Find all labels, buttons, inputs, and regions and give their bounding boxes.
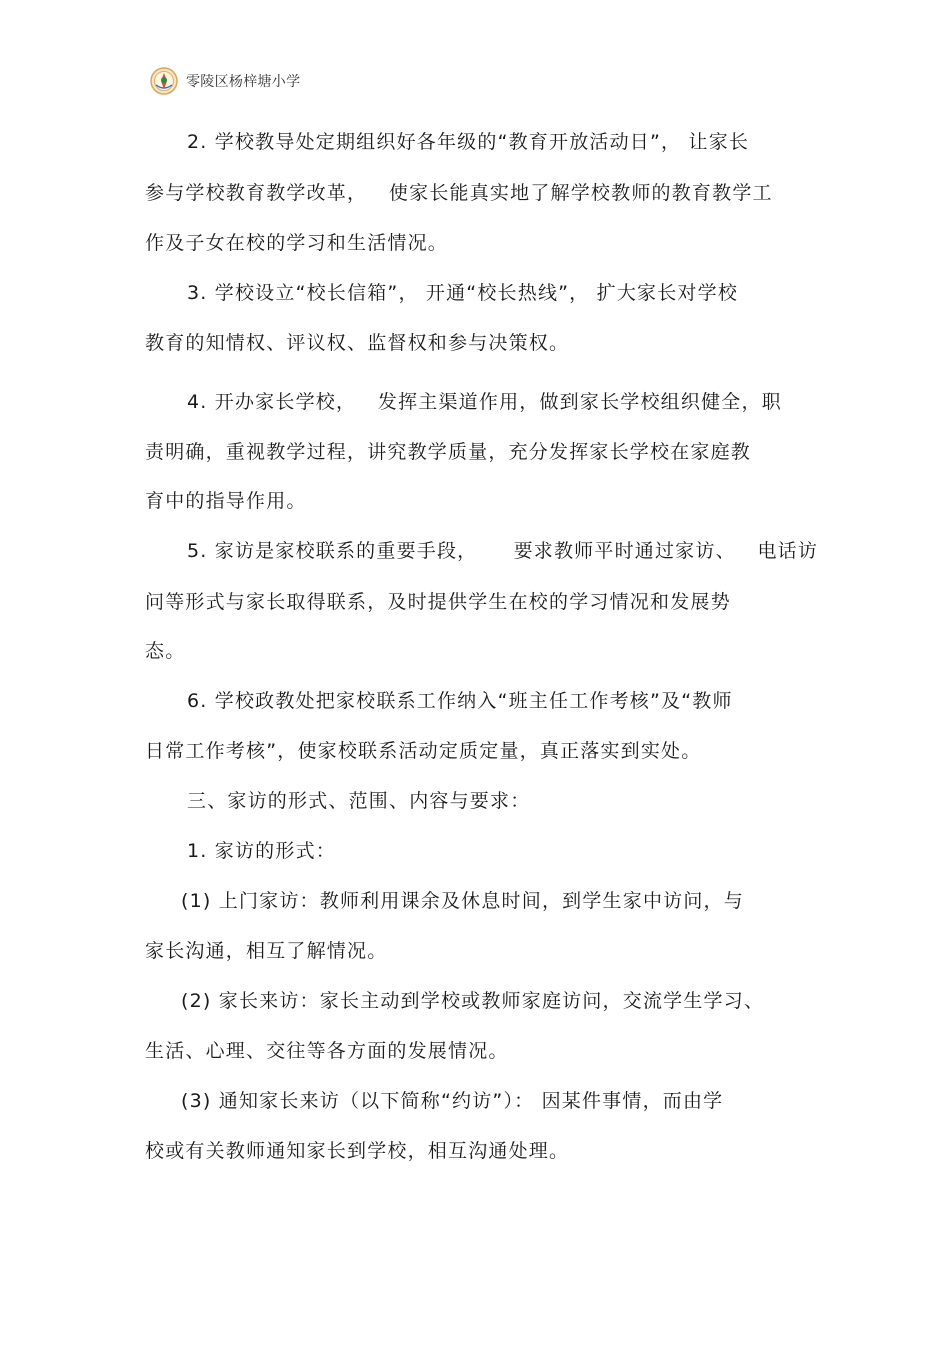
section-heading: 三、家访的形式、范围、内容与要求： (187, 790, 531, 812)
page-header (150, 66, 300, 96)
paragraph-line: 5. 家访是家校联系的重要手段， 要求教师平时通过家访、 电话访 (187, 540, 819, 562)
paragraph-line: 育中的指导作用。 (145, 490, 307, 512)
paragraph-line: 2. 学校教导处定期组织好各年级的“教育开放活动日”， 让家长 (187, 131, 750, 153)
paragraph-line: 家长沟通，相互了解情况。 (145, 940, 388, 962)
paragraph-line: 参与学校教育教学改革， 使家长能真实地了解学校教师的教育教学工 (145, 182, 773, 204)
paragraph-line: 生活、心理、交往等各方面的发展情况。 (145, 1040, 509, 1062)
paragraph-line: 教育的知情权、评议权、监督权和参与决策权。 (145, 332, 570, 354)
paragraph-line: 3. 学校设立“校长信箱”， 开通“校长热线”， 扩大家长对学校 (187, 282, 739, 304)
paragraph-line: 6. 学校政教处把家校联系工作纳入“班主任工作考核”及“教师 (187, 690, 733, 712)
paragraph-line: (2) 家长来访：家长主动到学校或教师家庭访问，交流学生学习、 (181, 990, 765, 1012)
paragraph-line: 问等形式与家长取得联系，及时提供学生在校的学习情况和发展势 (145, 591, 731, 613)
paragraph-line: 4. 开办家长学校， 发挥主渠道作用，做到家长学校组织健全，职 (187, 391, 782, 413)
paragraph-line: 校或有关教师通知家长到学校，相互沟通处理。 (145, 1140, 570, 1162)
school-name: 零陵区杨梓塘小学 (186, 74, 301, 90)
paragraph-line: 日常工作考核”，使家校联系活动定质定量，真正落实到实处。 (145, 740, 702, 762)
paragraph-line: (3) 通知家长来访（以下简称“约访”）： 因某件事情，而由学 (181, 1090, 724, 1112)
paragraph-line: 作及子女在校的学习和生活情况。 (145, 232, 449, 254)
paragraph-line: (1) 上门家访：教师利用课余及休息时间，到学生家中访问，与 (181, 890, 744, 912)
subsection-heading: 1. 家访的形式： (187, 840, 336, 862)
paragraph-line: 态。 (145, 640, 186, 662)
school-emblem-icon (150, 67, 178, 95)
paragraph-line: 责明确，重视教学过程，讲究教学质量，充分发挥家长学校在家庭教 (145, 441, 752, 463)
